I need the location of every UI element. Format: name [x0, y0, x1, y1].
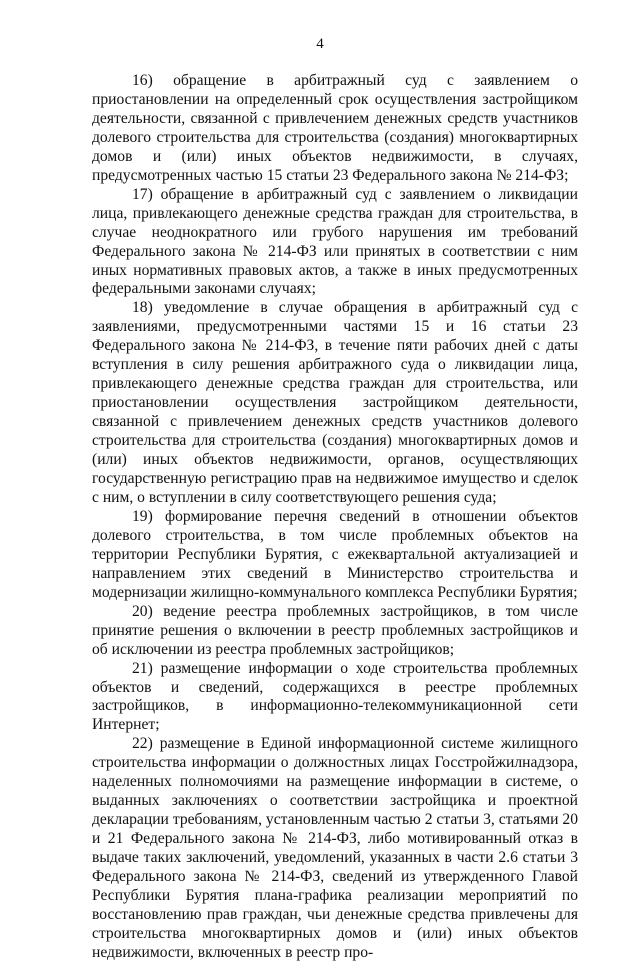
paragraph-17: 17) обращение в арбитражный суд с заявлением о ликвидации лица, привлекающего денежные средства граждан для строительства, в случае неоднократного или грубого нарушения им требований Федерального закона № 214-ФЗ или принятых в соответствии с ним иных нормативных правовых актов, а также в иных предусмотренных федеральными законами случаях; [92, 185, 578, 298]
document-body [92, 72, 578, 963]
paragraph-18: 18) уведомление в случае обращения в арбитражный суд с заявлениями, предусмотренными частями 15 и 16 статьи 23 Федерального закона № 214-ФЗ, в течение пяти рабочих дней с даты вступления в силу решения арбитражного суда о ликвидации лица, привлекающего денежные средства граждан для строительства, или приостановлении осуществления застройщиком деятельности, связанной с привлечением денежных средств участников долевого строительства для строительства (создания) многоквартирных домов и (или) иных объектов недвижимости, органов, осуществляющих государственную регистрацию прав на недвижимое имущество и сделок с ним, о вступлении в силу соответствующего решения суда; [92, 299, 578, 506]
paragraph-21: 21) размещение информации о ходе строительства проблемных объектов и сведений, содержащихся в реестре проблемных застройщиков, в информационно-телекоммуникационной сети Интернет; [92, 659, 578, 734]
paragraph-20: 20) ведение реестра проблемных застройщиков, в том числе принятие решения о включении в реестр проблемных застройщиков и об исключении из реестра проблемных застройщиков; [92, 602, 578, 658]
paragraph-19: 19) формирование перечня сведений в отношении объектов долевого строительства, в том числе проблемных объектов на территории Республики Бурятия, с ежеквартальной актуализацией и направлением этих сведений в Министерство строительства и модернизации жилищно-коммунального комплекса Республики Бурятия; [92, 507, 578, 601]
paragraph-16: 16) обращение в арбитражный суд с заявлением о приостановлении на определенный срок осуществления застройщиком деятельности, связанной с привлечением денежных средств участников долевого строительства для строительства (создания) многоквартирных домов и (или) иных объектов недвижимости, в случаях, предусмотренных частью 15 статьи 23 Федерального закона № 214-ФЗ; [92, 72, 578, 184]
paragraph-22: 22) размещение в Единой информационной системе жилищного строительства информации о должностных лицах Госстройжилнадзора, наделенных полномочиями на размещение информации в системе, о выданных заключениях о соответствии застройщика и проектной декларации требованиям, установленным частью 2 статьи 3, статьями 20 и 21 Федерального закона № 214-ФЗ, либо мотивированный отказ в выдаче таких заключений, уведомлений, указанных в части 2.6 статьи 3 Федерального закона № 214-ФЗ, сведений из утвержденного Главой Республики Бурятия плана-графика реализации мероприятий по восстановлению прав граждан, чьи денежные средства привлечены для строительства многоквартирных домов и (или) иных объектов недвижимости, включенных в реестр про- [92, 735, 578, 961]
page-number: 4 [316, 36, 324, 52]
